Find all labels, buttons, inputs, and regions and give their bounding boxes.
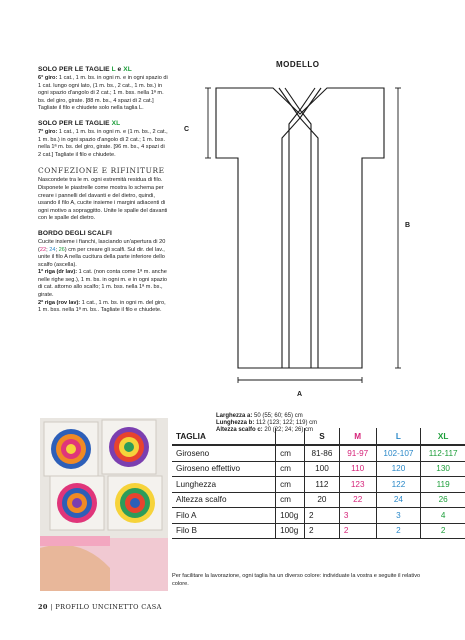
magazine-name: PROFILO UNCINETTO CASA — [55, 603, 162, 611]
dimension-a: Larghezza a: 50 (55; 60; 65) cm — [216, 413, 303, 419]
header-taglia: TAGLIA — [172, 428, 276, 445]
round-6-text: 6° giro: 1 cat., 1 m. bs. in ogni m. e in ogni spazio di 1 cat. lungo ogni lato, (1 m. bs., 2 cat., 1 m. bs.) in ogni spazio d'angolo di 2 cat.; 1 m. bss. nella 1ª m. bs. del giro, girate. [88 m. bs., 4 spazi di 2 cat.] Tagliate il filo e chiudete solo nella taglia L. — [38, 75, 168, 112]
garment-schematic — [176, 78, 428, 408]
dimension-label-b: B — [405, 222, 411, 229]
section-title-armholes: BORDO DEGLI SCALFI — [38, 229, 112, 237]
dimension-label-a: A — [297, 391, 303, 398]
table-row: Altezza scalfo cm 20 22 24 26 — [172, 492, 465, 508]
dimension-c: Altezza scalfo c: 20 (22; 24; 26) cm — [216, 427, 314, 433]
crochet-photo-image — [40, 418, 168, 591]
size-table — [172, 428, 465, 539]
armhole-text: Cucite insieme i fianchi, lasciando un'apertura di 20 (22; 24; 26) cm per creare gli scalfi. Sul dir. del lav., unite il filo A nella cucitura della parte inferiore dello scalfo (ascella). — [38, 238, 166, 268]
size-color-note: Per facilitare la lavorazione, ogni taglia ha un diverso colore: individuate la vostra e seguite il relativo colore. — [172, 573, 421, 587]
table-row: Filo A 100g 2 3 3 4 — [172, 508, 465, 524]
page-number: 20 — [38, 603, 48, 611]
front-band-left-inner — [285, 88, 300, 368]
front-band-right-inner — [300, 88, 315, 368]
row-2-text: 2ª riga (rov lav): 1 cat., 1 m. bs. in ogni m. del giro, 1 m. bss. nella 1ª m. bs.. Tagliate il filo e chiudete. — [38, 299, 166, 314]
header-size-xl: XL — [421, 428, 465, 445]
table-row: Filo B 100g 2 2 2 2 — [172, 523, 465, 539]
page-footer: 20 | PROFILO UNCINETTO CASA — [38, 603, 162, 611]
row-1-text: 1ª riga (dr lav): 1 cat. (non conta come 1ª m. anche nelle righe seg.), 1 m. bs. in ogni m. e in ogni spazio di cat. attorno allo scalfo; 1 m. bss. nella 1ª m. bs., girate. — [38, 269, 168, 299]
table-row: Giroseno cm 81-86 91-97 102-107 112-117 — [172, 445, 465, 461]
garment-photo — [40, 418, 168, 591]
diagram-title: MODELLO — [276, 60, 320, 69]
section-title-xl: SOLO PER LE TAGLIE XL — [38, 119, 121, 127]
header-size-l: L — [376, 428, 421, 445]
dimension-b: Lunghezza b: 112 (123; 122; 119) cm — [216, 420, 318, 426]
section-title-l-xl: SOLO PER LE TAGLIE L e XL — [38, 66, 132, 73]
table-row: Lunghezza cm 112 123 122 119 — [172, 477, 465, 493]
header-size-s: S — [305, 428, 340, 445]
table-row: Giroseno effettivo cm 100 110 120 130 — [172, 461, 465, 477]
table-header-row — [172, 428, 465, 445]
finishing-text: Nascondete tra le m. ogni estremità residua di filo. Disponete le piastrelle come mostra lo schema per creare i pannelli del davanti e del dietro, quindi, usando il filo A, cucite insieme i margini adiacenti di ogni motivo a sopraggitto. Unite le spalle del davanti con le spalle del dietro. — [38, 177, 168, 222]
instructions-column — [38, 66, 168, 322]
header-size-m: M — [339, 428, 376, 445]
garment-outline — [216, 88, 384, 368]
section-title-finishing: CONFEZIONE E RIFINITURE — [38, 166, 165, 176]
dimension-label-c: C — [184, 126, 190, 133]
round-7-text: 7° giro: 1 cat., 1 m. bs. in ogni m. e (1 m. bs., 2 cat., 1 m. bs.) in ogni spazio d'angolo di 2 cat.; 1 m. bss. nella 1ª m. bs. del giro, girate. [96 m. bs., 4 spazi di 2 cat.] Tagliate il filo e chiudete. — [38, 128, 168, 158]
